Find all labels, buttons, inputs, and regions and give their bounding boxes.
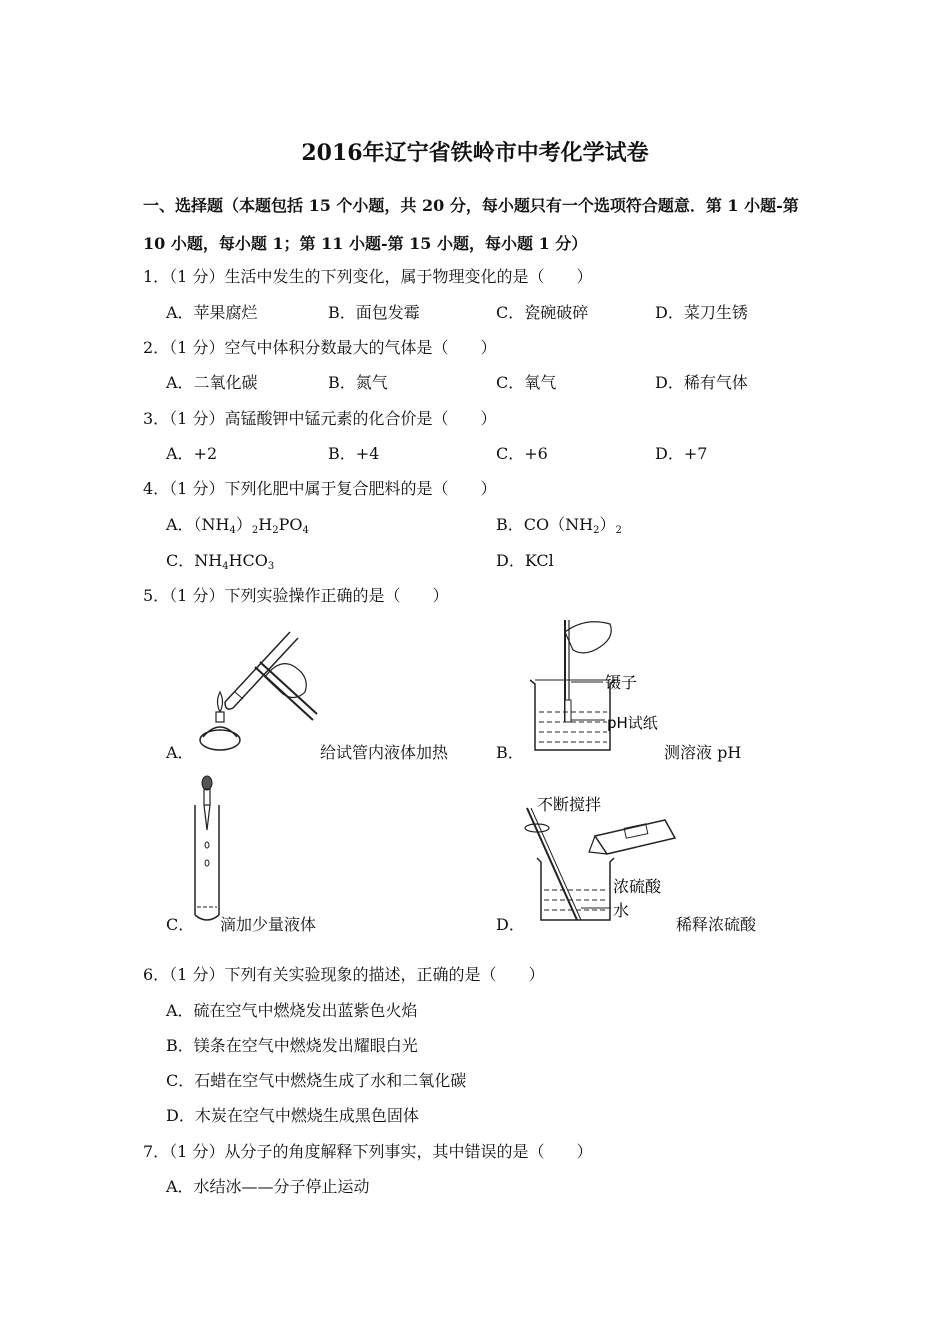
q4-c-sub: 4 — [222, 561, 229, 572]
q1-stem: 1．（1 分）生活中发生的下列变化，属于物理变化的是（ ） — [143, 267, 593, 286]
q3-option-d: D．+7 — [655, 444, 708, 463]
q4-option-b — [496, 512, 622, 536]
q4-c-text: HCO — [228, 551, 268, 570]
q6-stem: 6．（1 分）下列有关实验现象的描述，正确的是（ ） — [143, 965, 545, 984]
figure-heating-test-tube — [195, 612, 325, 757]
q4-b-sub: 2 — [593, 525, 600, 536]
q2-stem: 2．（1 分）空气中体积分数最大的气体是（ ） — [143, 338, 497, 357]
label-acid: 浓硫酸 — [613, 877, 662, 896]
q4-c-sub: 3 — [267, 561, 275, 572]
label-stir: 不断搅拌 — [537, 795, 602, 814]
section-heading-line1: 一、选择题（本题包括 15 个小题，共 20 分，每小题只有一个选项符合题意．第 1 小题-第 — [143, 196, 799, 215]
q4-a-sub: 4 — [229, 525, 236, 536]
label-ph-paper: pH试纸 — [607, 714, 658, 732]
q4-b-text: ） — [599, 515, 616, 534]
q3-option-c: C．+6 — [496, 444, 548, 463]
q1-option-d: D．菜刀生锈 — [655, 303, 748, 322]
q4-a-text: PO — [278, 515, 303, 534]
figure-dilute-acid — [515, 790, 690, 930]
q4-option-d: D．KCl — [496, 551, 554, 570]
q4-a-text: A．（NH — [166, 515, 230, 534]
q6-option-d: D．木炭在空气中燃烧生成黑色固体 — [166, 1106, 419, 1125]
q5-option-d-caption: 稀释浓硫酸 — [676, 915, 757, 934]
q7-option-a: A．水结冰——分子停止运动 — [166, 1177, 370, 1196]
q3-option-a: A．+2 — [166, 444, 218, 463]
q4-a-sub: 4 — [302, 525, 309, 536]
q2-option-b: B．氮气 — [328, 373, 388, 392]
q5-option-b-caption: 测溶液 pH — [664, 743, 742, 762]
q7-stem: 7．（1 分）从分子的角度解释下列事实，其中错误的是（ ） — [143, 1142, 593, 1161]
q5-stem: 5．（1 分）下列实验操作正确的是（ ） — [143, 586, 449, 605]
q4-b-sub: 2 — [615, 525, 622, 536]
q4-stem: 4．（1 分）下列化肥中属于复合肥料的是（ ） — [143, 479, 497, 498]
q5-option-b-letter: B． — [496, 743, 524, 762]
q4-b-text: B．CO（NH — [496, 515, 594, 534]
q2-option-c: C．氧气 — [496, 373, 557, 392]
label-water: 水 — [613, 901, 630, 920]
label-tweezers: 镊子 — [605, 673, 638, 692]
q3-stem: 3．（1 分）高锰酸钾中锰元素的化合价是（ ） — [143, 409, 497, 428]
q6-option-c: C．石蜡在空气中燃烧生成了水和二氧化碳 — [166, 1071, 467, 1090]
q4-option-a — [166, 512, 309, 536]
q5-option-c-letter: C． — [166, 915, 195, 934]
q5-option-a-letter: A． — [166, 743, 194, 762]
q5-option-c-caption: 滴加少量液体 — [220, 915, 317, 934]
q4-c-text: C．NH — [166, 551, 223, 570]
q4-a-text: ） — [235, 515, 252, 534]
q2-option-a: A．二氧化碳 — [166, 373, 258, 392]
q1-option-c: C．瓷碗破碎 — [496, 303, 589, 322]
q4-a-text: H — [258, 515, 273, 534]
q6-option-a: A．硫在空气中燃烧发出蓝紫色火焰 — [166, 1001, 418, 1020]
q1-option-b: B．面包发霉 — [328, 303, 420, 322]
q4-option-c — [166, 548, 274, 572]
figure-measure-ph — [525, 612, 675, 757]
q6-option-b: B．镁条在空气中燃烧发出耀眼白光 — [166, 1036, 418, 1055]
page-title: 2016年辽宁省铁岭市中考化学试卷 — [301, 140, 649, 166]
q5-option-a-caption: 给试管内液体加热 — [320, 743, 449, 762]
q3-option-b: B．+4 — [328, 444, 380, 463]
q4-a-sub: 2 — [251, 525, 259, 536]
q4-a-sub: 2 — [272, 525, 279, 536]
figure-drop-liquid — [190, 775, 230, 925]
section-heading-line2: 10 小题，每小题 1；第 11 小题-第 15 小题，每小题 1 分） — [143, 234, 588, 253]
q1-option-a: A．苹果腐烂 — [166, 303, 258, 322]
q2-option-d: D．稀有气体 — [655, 373, 748, 392]
q5-option-d-letter: D． — [496, 915, 525, 934]
